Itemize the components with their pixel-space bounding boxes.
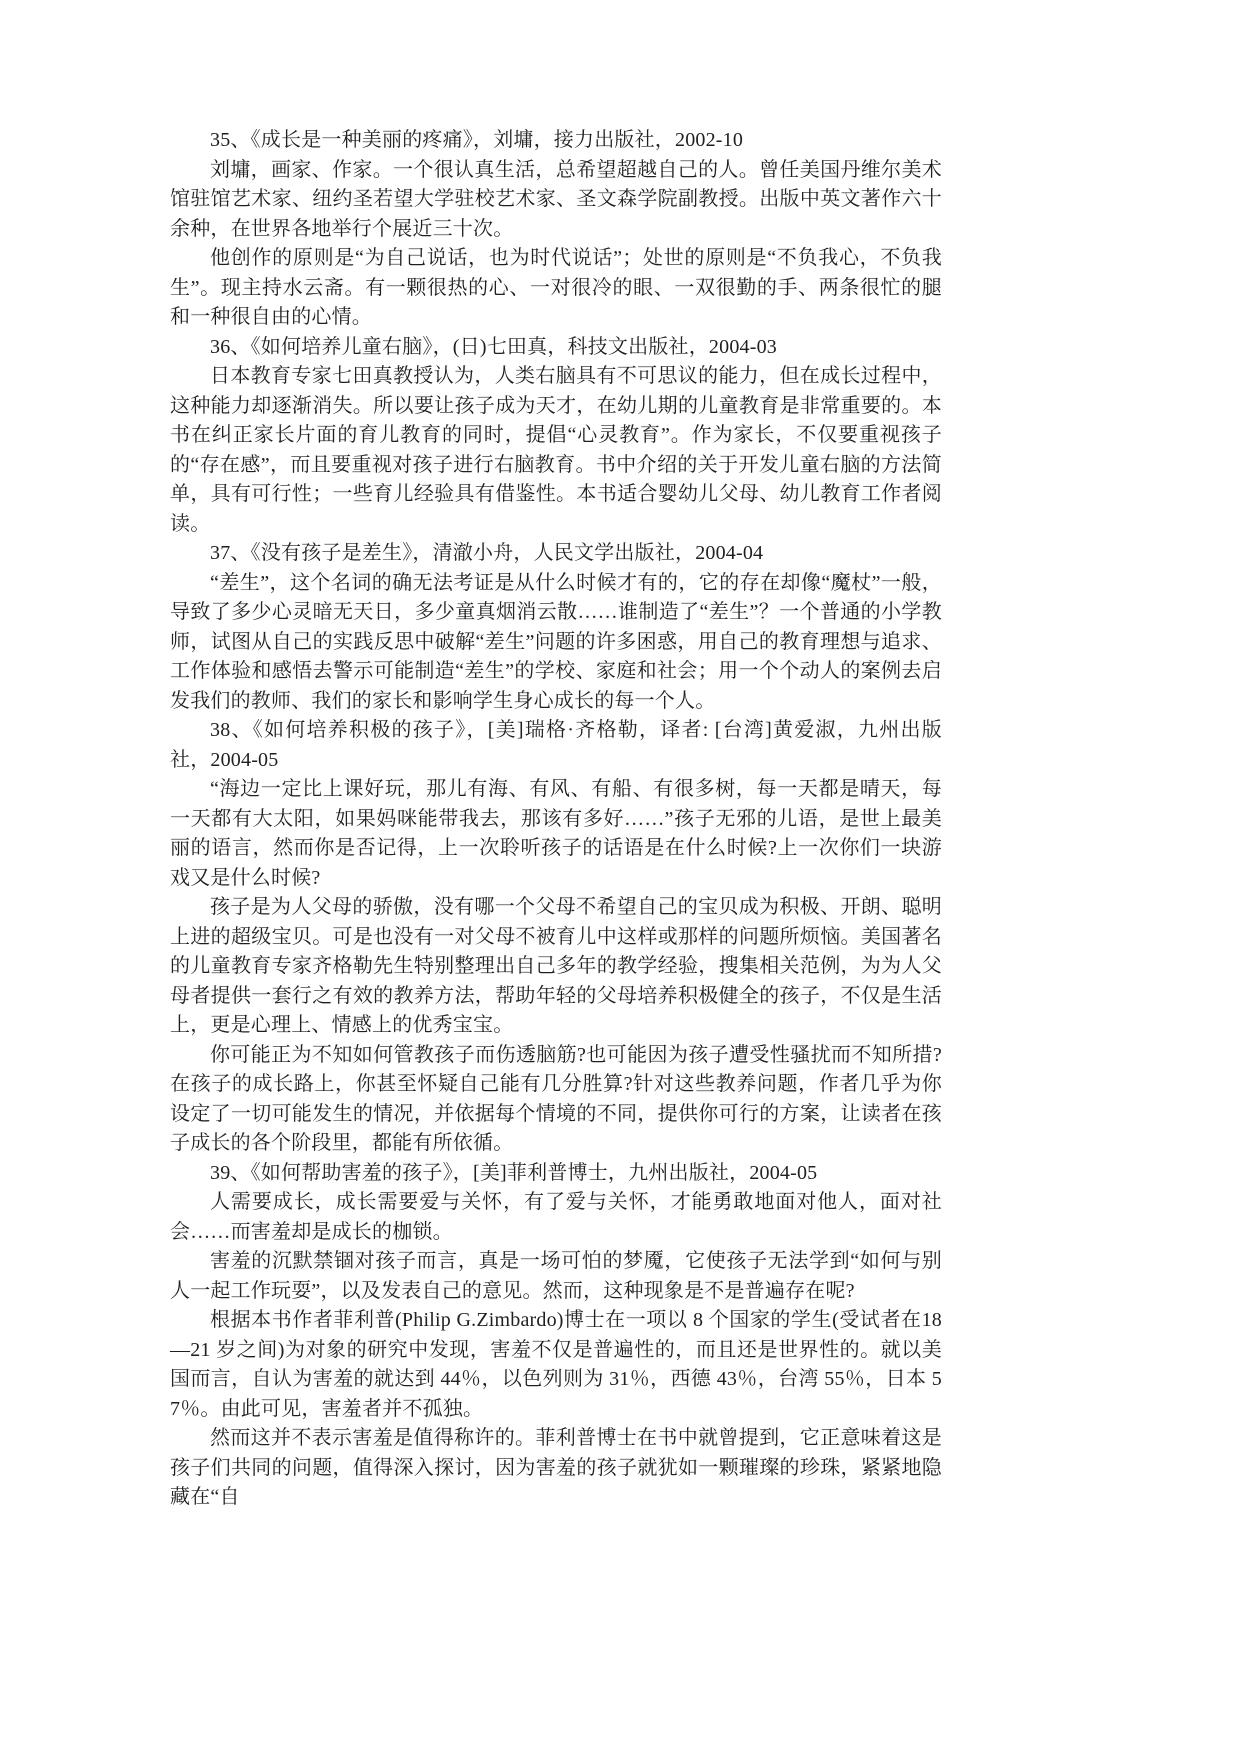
- book-entry-paragraph: “差生”，这个名词的确无法考证是从什么时候才有的，它的存在却像“魔杖”一般，导致了多少心灵暗无天日，多少童真烟消云散……谁制造了“差生”？一个普通的小学教师，试图从自己的实践反思中破解“差生”问题的许多困惑，用自己的教育理想与追求、工作体验和感悟去警示可能制造“差生”的学校、家庭和社会；用一个个动人的案例去启发我们的教师、我们的家长和影响学生身心成长的每一个人。: [170, 571, 942, 712]
- book-entry-paragraph: 然而这并不表示害羞是值得称许的。菲利普博士在书中就曾提到，它正意味着这是孩子们共同的问题，值得深入探讨，因为害羞的孩子就犹如一颗璀璨的珍珠，紧紧地隐藏在“自: [170, 1427, 942, 1508]
- book-entry-paragraph: 刘墉，画家、作家。一个很认真生活，总希望超越自己的人。曾任美国丹维尔美术馆驻馆艺术家、纽约圣若望大学驻校艺术家、圣文森学院副教授。出版中英文著作六十余种，在世界各地举行个展近三十次。: [170, 158, 942, 240]
- book-entry-paragraph: 他创作的原则是“为自己说话，也为时代说话”；处世的原则是“不负我心，不负我生”。现主持水云斋。有一颗很热的心、一对很冷的眼、一双很勤的手、两条很忙的腿和一种很自由的心情。: [170, 247, 942, 328]
- book-entry-title: 38、《如何培养积极的孩子》，[美]瑞格·齐格勒，译者: [台湾]黄爱淑，九州出版社，2004-05: [170, 719, 942, 771]
- book-entry-paragraph: 你可能正为不知如何管教孩子而伤透脑筋?也可能因为孩子遭受性骚扰而不知所措?在孩子的成长路上，你甚至怀疑自己能有几分胜算?针对这些教养问题，作者几乎为你设定了一切可能发生的情况，并依据每个情境的不同，提供你可行的方案，让读者在孩子成长的各个阶段里，都能有所依循。: [170, 1043, 942, 1154]
- book-entry-title: 37、《没有孩子是差生》，清澈小舟，人民文学出版社，2004-04: [210, 542, 764, 564]
- book-entry-paragraph: 根据本书作者菲利普(Philip G.Zimbardo)博士在一项以 8 个国家的学生(受试者在18—21 岁之间)为对象的研究中发现，害羞不仅是普遍性的，而且还是世界性的。就以美国而言，自认为害羞的就达到 44％，以色列则为 31％，西德 43％，台湾 55％，日本 57％。由此可见，害羞者并不孤独。: [170, 1309, 942, 1420]
- book-entry-title: 36、《如何培养儿童右脑》，(日)七田真，科技文出版社，2004-03: [210, 335, 777, 358]
- book-entry-paragraph: 害羞的沉默禁锢对孩子而言，真是一场可怕的梦魇，它使孩子无法学到“如何与别人一起工作玩耍”，以及发表自己的意见。然而，这种现象是不是普遍存在呢?: [170, 1250, 942, 1302]
- book-entry-paragraph: 孩子是为人父母的骄傲，没有哪一个父母不希望自己的宝贝成为积极、开朗、聪明上进的超级宝贝。可是也没有一对父母不被育儿中这样或那样的问题所烦恼。美国著名的儿童教育专家齐格勒先生特别整理出自己多年的教学经验，搜集相关范例，为为人父母者提供一套行之有效的教养方法，帮助年轻的父母培养积极健全的孩子，不仅是生活上，更是心理上、情感上的优秀宝宝。: [170, 896, 942, 1036]
- book-entry-paragraph: 日本教育专家七田真教授认为，人类右脑具有不可思议的能力，但在成长过程中，这种能力却逐渐消失。所以要让孩子成为天才，在幼儿期的儿童教育是非常重要的。本书在纠正家长片面的育儿教育的同时，提倡“心灵教育”。作为家长，不仅要重视孩子的“存在感”，而且要重视对孩子进行右脑教育。书中介绍的关于开发儿童右脑的方法简单，具有可行性；一些育儿经验具有借鉴性。本书适合婴幼儿父母、幼儿教育工作者阅读。: [170, 365, 942, 535]
- document-content: [170, 126, 942, 1513]
- book-entry-paragraph: “海边一定比上课好玩，那儿有海、有风、有船、有很多树，每一天都是晴天，每一天都有大太阳，如果妈咪能带我去，那该有多好……”孩子无邪的儿语，是世上最美丽的语言，然而你是否记得，上一次聆听孩子的话语是在什么时候?上一次你们一块游戏又是什么时候?: [170, 778, 942, 889]
- book-entry-title: 39、《如何帮助害羞的孩子》，[美]菲利普博士，九州出版社，2004-05: [210, 1161, 818, 1184]
- book-entry-title: 35、《成长是一种美丽的疼痛》，刘墉，接力出版社，2002-10: [210, 129, 744, 151]
- book-entry-paragraph: 人需要成长，成长需要爱与关怀，有了爱与关怀，才能勇敢地面对他人，面对社会……而害羞却是成长的枷锁。: [170, 1191, 942, 1243]
